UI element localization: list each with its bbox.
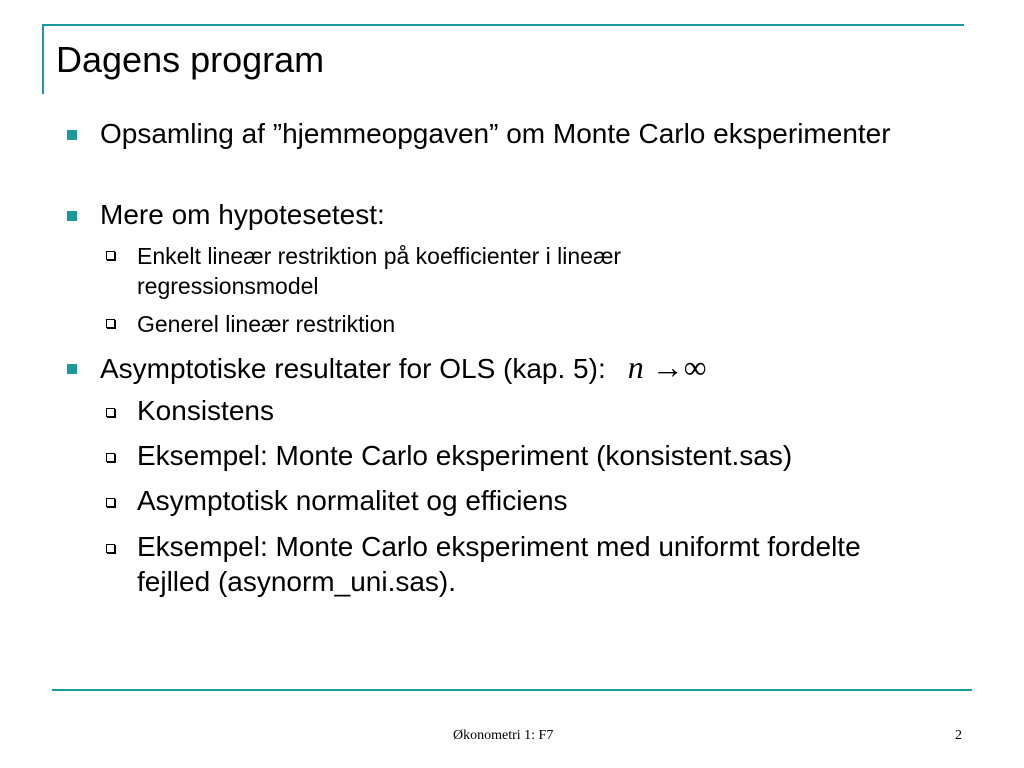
footer-rule: [52, 689, 972, 691]
sub-bullet-item: [137, 241, 797, 301]
sub-bullet-item: [137, 529, 927, 599]
sub-bullet-text: Eksempel: Monte Carlo eksperiment med uniformt fordelte fejlled (asynorm_uni.sas).: [137, 531, 861, 597]
square-bullet-icon: [67, 211, 77, 221]
sub-bullet-text: Asymptotisk normalitet og efficiens: [137, 485, 568, 516]
sub-bullet-item: [137, 393, 917, 428]
sub-bullet-item: [137, 483, 917, 518]
hollow-square-bullet-icon: [106, 544, 115, 553]
bullet-text: Mere om hypotesetest:: [100, 199, 385, 230]
sub-bullet-text: Enkelt lineær restriktion på koefficienter i lineær regressionsmodel: [137, 243, 622, 299]
hollow-square-bullet-icon: [106, 251, 115, 260]
title-rule-vertical: [42, 24, 44, 94]
sub-bullet-item: [137, 438, 957, 473]
hollow-square-bullet-icon: [106, 498, 115, 507]
hollow-square-bullet-icon: [106, 319, 115, 328]
square-bullet-icon: [67, 364, 77, 374]
footer-course-title: Økonometri 1: F7: [453, 728, 554, 743]
title-rule-horizontal: [42, 24, 964, 26]
bullet-text: Opsamling af ”hjemmeopgaven” om Monte Carlo eksperimenter: [100, 118, 891, 149]
bullet-item: [100, 350, 920, 386]
hollow-square-bullet-icon: [106, 408, 115, 417]
square-bullet-icon: [67, 130, 77, 140]
sub-bullet-text: Konsistens: [137, 395, 274, 426]
sub-bullet-text: Generel lineær restriktion: [137, 311, 396, 337]
bullet-text: Asymptotiske resultater for OLS (kap. 5):: [100, 353, 606, 384]
footer-page-number: 2: [955, 728, 962, 743]
bullet-item: [100, 197, 900, 232]
hollow-square-bullet-icon: [106, 453, 115, 462]
n-to-infinity-formula: n →∞: [627, 349, 707, 385]
sub-bullet-item: [137, 309, 837, 339]
bullet-item: [100, 116, 900, 151]
slide-title: Dagens program: [56, 39, 325, 80]
sub-bullet-text: Eksempel: Monte Carlo eksperiment (konsistent.sas): [137, 440, 793, 471]
